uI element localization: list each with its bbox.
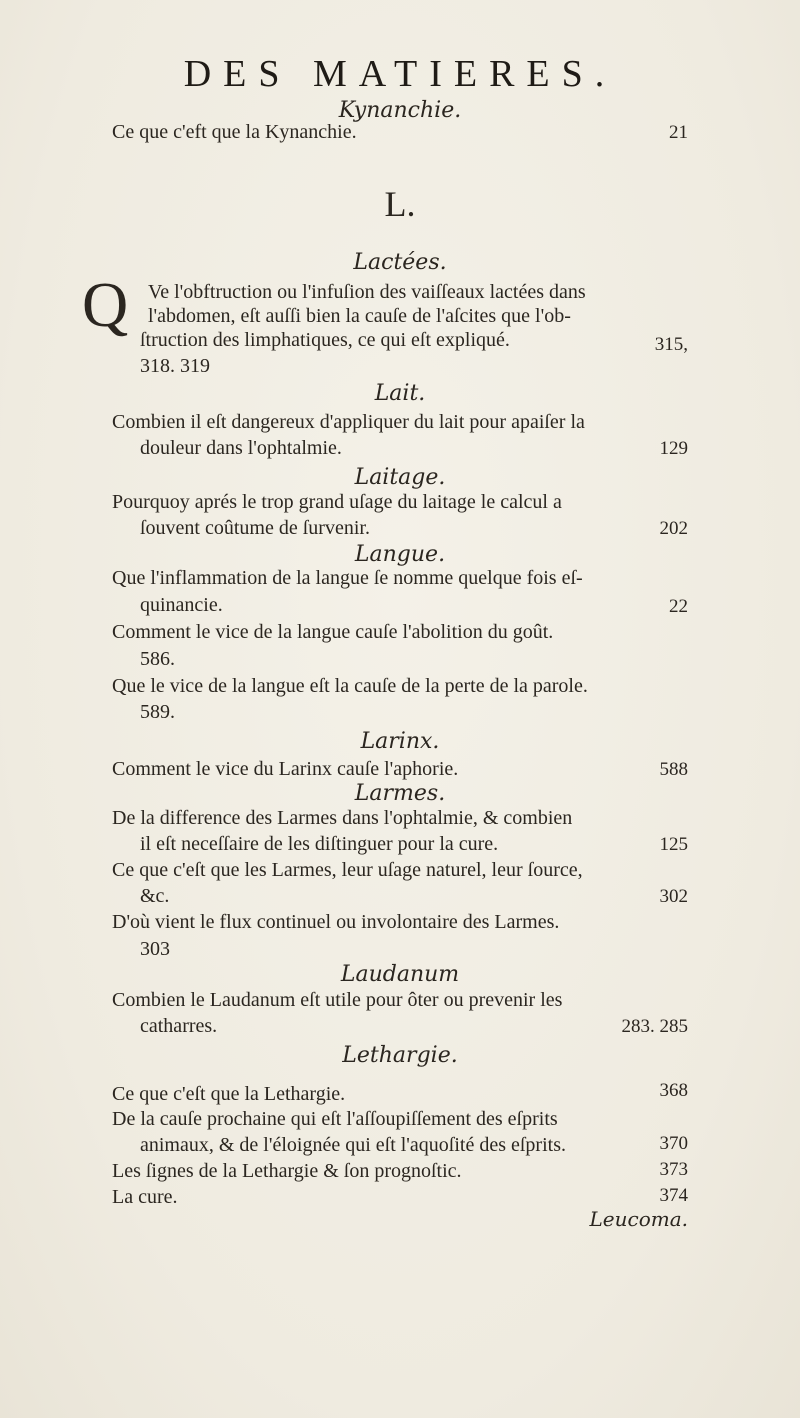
kynanchie-entry: Ce que c'eft que la Kynanchie. (112, 121, 357, 143)
langue-line-4: 586. (140, 648, 175, 670)
lactees-line-2: l'abdomen, eſt auſſi bien la cauſe de l'aſcites que l'ob- (148, 305, 571, 327)
lactees-line-1: Ve l'obftruction ou l'infuſion des vaiſſeaux lactées dans (148, 281, 586, 303)
langue-page: 22 (669, 596, 688, 617)
larmes-page-1: 125 (659, 834, 688, 855)
larmes-page-2: 302 (659, 886, 688, 907)
kynanchie-page: 21 (669, 122, 688, 143)
lactees-line-4: 318. 319 (140, 355, 210, 377)
laudanum-line-1: Combien le Laudanum eſt utile pour ôter ou prevenir les (112, 989, 563, 1011)
drop-cap: Q (82, 269, 129, 340)
laitage-line-1: Pourquoy aprés le trop grand uſage du laitage le calcul a (112, 491, 562, 513)
lethargie-page-1: 368 (659, 1080, 688, 1101)
lethargie-line-4: Les ſignes de la Lethargie & ſon prognoſtic. (112, 1160, 462, 1182)
lethargie-line-2: De la cauſe prochaine qui eſt l'aſſoupiſſement des eſprits (112, 1108, 558, 1130)
heading-lethargie: Lethargie. (342, 1043, 458, 1068)
lethargie-line-3: animaux, & de l'éloignée qui eſt l'aquoſité des eſprits. (140, 1134, 566, 1156)
langue-line-6: 589. (140, 701, 175, 723)
laudanum-page: 283. 285 (621, 1016, 688, 1037)
section-letter: L. (384, 184, 416, 224)
lethargie-line-5: La cure. (112, 1186, 178, 1208)
langue-line-3: Comment le vice de la langue cauſe l'abolition du goût. (112, 621, 554, 643)
lethargie-line-1: Ce que c'eſt que la Lethargie. (112, 1083, 346, 1105)
laudanum-line-2: catharres. (140, 1015, 218, 1037)
heading-lait: Lait. (374, 381, 426, 406)
langue-line-1: Que l'inflammation de la langue ſe nomme quelque fois eſ- (112, 567, 583, 589)
larmes-line-4: &c. (140, 885, 170, 907)
larmes-line-6: 303 (140, 938, 170, 960)
lactees-page: 315, (654, 334, 688, 355)
laitage-line-2: ſouvent coûtume de ſurvenir. (140, 517, 370, 539)
lait-line-1: Combien il eſt dangereux d'appliquer du lait pour apaiſer la (112, 411, 585, 433)
langue-line-2: quinancie. (140, 594, 223, 616)
kynanchie-subheading: Kynanchie. (338, 98, 462, 123)
larmes-line-1: De la difference des Larmes dans l'ophtalmie, & combien (112, 807, 573, 829)
heading-lactees: Lactées. (353, 250, 447, 275)
heading-laitage: Laitage. (354, 465, 446, 490)
lethargie-page-3: 373 (659, 1159, 688, 1180)
heading-larinx: Larinx. (360, 729, 440, 754)
heading-langue: Langue. (354, 542, 446, 567)
lait-page: 129 (659, 438, 688, 459)
larinx-line-1: Comment le vice du Larinx cauſe l'aphorie. (112, 758, 459, 780)
larmes-line-2: il eſt neceſſaire de les diſtinguer pour la cure. (140, 833, 499, 855)
larinx-page: 588 (659, 759, 688, 780)
lethargie-page-4: 374 (659, 1185, 688, 1206)
running-head: DES MATIERES. (183, 53, 617, 95)
lait-line-2: douleur dans l'ophtalmie. (140, 437, 342, 459)
heading-laudanum: Laudanum (340, 962, 460, 987)
lactees-line-3: ſtruction des limphatiques, ce qui eſt expliqué. (140, 329, 510, 351)
lethargie-page-2: 370 (659, 1133, 688, 1154)
laitage-page: 202 (659, 518, 688, 539)
langue-line-5: Que le vice de la langue eſt la cauſe de la perte de la parole. (112, 675, 588, 697)
larmes-line-3: Ce que c'eſt que les Larmes, leur uſage naturel, leur ſource, (112, 859, 583, 881)
catchword: Leucoma. (589, 1207, 688, 1231)
larmes-line-5: D'où vient le flux continuel ou involontaire des Larmes. (112, 911, 560, 933)
heading-larmes: Larmes. (354, 781, 446, 806)
